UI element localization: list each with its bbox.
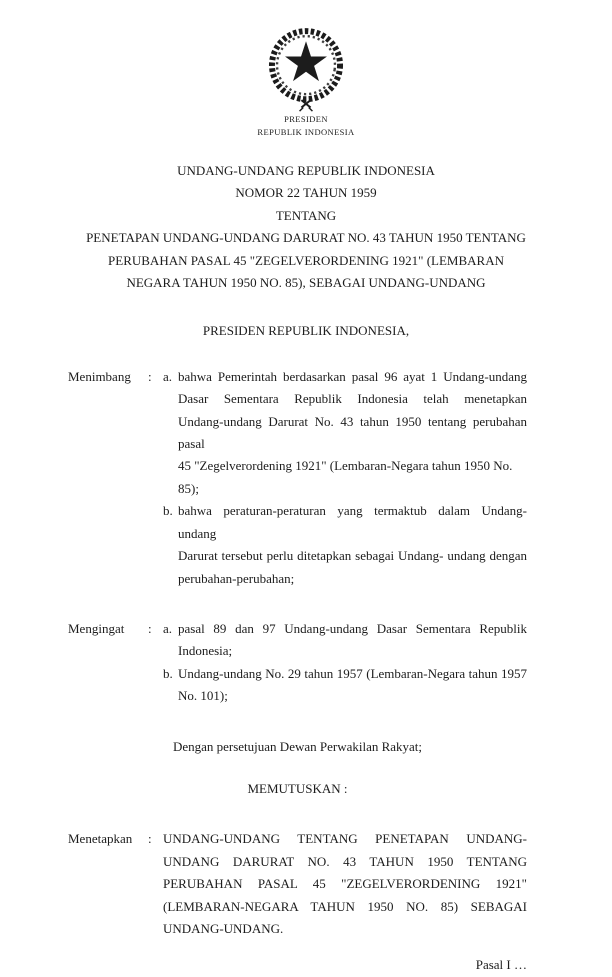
text-line: No. 101); — [178, 688, 228, 704]
list-item — [163, 500, 527, 590]
text-line: UNDANG DARURAT NO. 43 TAHUN 1950 TENTANG — [163, 853, 527, 869]
text-line: Dasar Sementara Republik Indonesia telah menetapkan — [178, 391, 527, 407]
item-text — [178, 500, 527, 590]
list-item — [163, 366, 527, 500]
clause-items — [163, 618, 527, 708]
text-line: UNDANG-UNDANG. — [163, 920, 284, 936]
clause-mengingat — [68, 618, 527, 708]
text-line: PENETAPAN UNDANG-UNDANG DARURAT NO. 43 TAHUN 1950 TENTANG — [86, 230, 526, 246]
item-marker: a. — [163, 620, 173, 636]
text-line: bahwa Pemerintah berdasarkan pasal 96 ayat 1 Undang-undang — [178, 368, 527, 384]
text-line: TENTANG — [275, 207, 337, 223]
text-line: UNDANG-UNDANG TENTANG PENETAPAN UNDANG- — [163, 831, 527, 847]
text-line: (LEMBARAN-NEGARA TAHUN 1950 NO. 85) SEBAGAI — [163, 898, 527, 914]
clause-label: Menetapkan — [68, 831, 133, 847]
text-line: Undang-undang No. 29 tahun 1957 (Lembaran-Negara tahun 1957 — [178, 665, 527, 681]
list-item — [163, 663, 527, 708]
item-text — [178, 366, 527, 500]
clause-items — [163, 366, 527, 590]
text-line: bahwa peraturan-peraturan yang termaktub dalam Undang- undang — [178, 503, 527, 541]
item-marker: b. — [163, 503, 173, 519]
text-line: 45 "Zegelverordening 1921" (Lembaran-Negara tahun 1950 No. 85); — [178, 458, 513, 496]
clause-label: Menimbang — [68, 368, 131, 384]
document-header — [0, 21, 612, 343]
text-line: UNDANG-UNDANG REPUBLIK INDONESIA — [177, 163, 435, 178]
emblem-caption-line2: REPUBLIK INDONESIA — [257, 127, 355, 137]
agreement-line: Dengan persetujuan Dewan Perwakilan Rakyat; — [172, 738, 423, 754]
text-line: NOMOR 22 TAHUN 1959 — [235, 185, 377, 201]
page-continuation-note: Pasal I … — [475, 957, 527, 973]
text-line: PERUBAHAN PASAL 45 "ZEGELVERORDENING 1921" — [163, 876, 527, 892]
text-line: NEGARA TAHUN 1950 NO. 85), SEBAGAI UNDANG-UNDANG — [126, 275, 486, 291]
clause-colon: : — [148, 620, 152, 636]
text-line: Darurat tersebut perlu ditetapkan sebagai Undang- undang dengan — [178, 548, 527, 564]
list-item — [163, 618, 527, 663]
text-line: PERUBAHAN PASAL 45 "ZEGELVERORDENING 1921" (LEMBARAN — [108, 252, 504, 268]
item-marker: b. — [163, 665, 173, 681]
clause-colon: : — [148, 368, 152, 384]
text-line: Indonesia; — [178, 643, 233, 659]
emblem-caption-line1: PRESIDEN — [284, 114, 328, 124]
clause-menimbang — [68, 366, 527, 590]
text-line: Undang-undang Darurat No. 43 tahun 1950 tentang perubahan pasal — [178, 413, 527, 452]
clause-colon: : — [148, 831, 152, 847]
law-title — [0, 160, 612, 294]
clause-text — [163, 828, 527, 940]
item-text — [178, 663, 527, 708]
national-emblem-star-icon — [260, 21, 352, 113]
item-text — [178, 618, 527, 663]
emblem-caption — [0, 113, 612, 139]
clause-menetapkan — [68, 828, 527, 940]
document-body — [0, 366, 612, 977]
opening-line: PRESIDEN REPUBLIK INDONESIA, — [202, 323, 410, 339]
decision-heading: MEMUTUSKAN : — [247, 780, 348, 796]
clause-label: Mengingat — [68, 620, 125, 636]
item-marker: a. — [163, 368, 173, 384]
text-line: perubahan-perubahan; — [178, 570, 295, 586]
text-line: pasal 89 dan 97 Undang-undang Dasar Sementara Republik — [178, 620, 527, 636]
document-page — [0, 21, 612, 973]
